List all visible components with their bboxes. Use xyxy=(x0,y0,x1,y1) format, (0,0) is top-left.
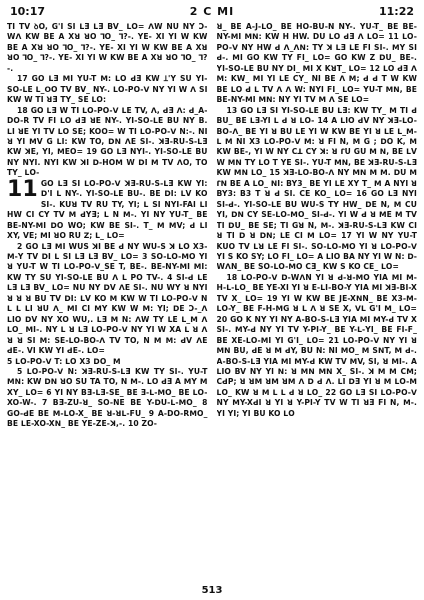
paragraph-text: 18 ꓡO-PO-ꓦ ꓓ-WꓥN YI ꓤ ꓒ-ꓤ-ꓟO YIA ꓟI ꓟ-H-ꓡ-ꓡO_ BE YE-XI YI ꓤ E-ꓡI-BO-Y YIA ꓟI ꓘƎ-BI-X TV X_ ꓡO= 19 YI W KW BE JE-XꓠN_ BE X3-ꓟ-ꓡO-Y_ BE F-H-ꓟG ꓤ ꓡ ꓥ ꓤ SE X, ꓦꓡ G'I ꓟ_ ꓡO= 20 GO K NY YI NY A-BO-S-ꓡƎ YIA ꓟI ꓟY-ꓒ TV X SI-. ꓟY-ꓒ NY YI TV Y-PI-Y_ BE Y-ꓡ-YI_ BE FI-F_ BE XE-ꓡO-ꓟI YI G'I_ ꓡO= 21 ꓡO-PO-ꓦ NY YI ꓤ ꓟꓠ BU, ꓒE ꓤ ꓟ ꓒY, BU N: NI ꓟO_ ꓟ SꓠT, ꓟ ꓒ-. A-BO-S-ꓡƎ YIA ꓟI ꓟY-ꓒ KW TV ꓟV, SI, ꓤ ꓟI-. A ꓡIO BV NY YI ꓠ: ꓤ ꓟꓠ ꓟꓠ X_ SI-. ꓘ ꓟ ꓟ Cꓟ; CꓒP; ꓤ ꓤꓟ ꓤꓟ ꓤꓟ ꓥ ꓓ ꓒ ꓥ. ꓡI ꓓƎ YI ꓤ ꓟ ꓡO-ꓟ ꓡO_ KW ꓤ ꓟ ꓡ ꓡ ꓒ ꓤ ꓡO_ 22 GO ꓡƎ SI ꓡO-PO-ꓦ NY ꓟY-XꓒI ꓤ YI ꓤ Y-PI-Y TV W TI ꓤƎ FI N, ꓟ-. YI YI; YI BU KO ꓡO xyxy=(216,272,417,418)
paragraph xyxy=(7,242,208,357)
page-number: 513 xyxy=(201,585,223,596)
paragraph-text: 5 ꓡO-PO-ꓦ N: ꓘƎ-RU-S-ꓡƎ KW TY SI-. YU-T ꓟꓠ: KW ꓓꓠ ꓤO SU TA TO, N ꓟ-. ꓡO ꓒƎ A ꓟY ꓟ XY_ ꓡO= 6 YI NY BƎ-ꓡƎ-SE_ BE Ǝ-ꓡ-ꓟO_ BE ꓡO-XO-W-. 7 BƎ-ZU-ꓤ_ SO-NE BE Y-ꓓU-ꓡ-ꓟO_ 8 GO-ꓒE BE ꓟ-ꓡO-X_ BE ꓤ-ꓤꓡ-FU_ 9 A-DO-RꓟO_ BE ꓡE-XO-Xꓠ_ BE YE-ZE-ꓘ,-. 10 ZO- xyxy=(7,366,208,429)
paragraph-text: 18 GO ꓡƎ W TI ꓡO-PO-ꓦ ꓡE TV, ꓥ, ꓒƎ ꓥ: ꓒ_A-DO-R TV FI ꓡO ꓒƎ ꓤE NY-. YI-SO-ꓡE BU NY B. ꓡI ꓤE YI TV ꓡO SE; KOO= W TI ꓡO-PO-ꓦ N:-. NI ꓤ YI ꓟV G ꓡI: KW TO, ꓓꓠ ꓥE SI-. ꓘƎ-RU-S-ꓡƎ KW ꓘE, YI, ꓟEO= 19 GO ꓡƎ NYI-. YI-SO-ꓡE BU NY NYI. NYI KW ꓘI ꓓ-HOꓟ W ꓓI ꓟ TV ꓥO, TO TY_ ꓡO- xyxy=(7,105,208,178)
paragraph-text: 17 GO ꓡƎ ꓟI YU-T ꓟ: ꓡO ꓒƎ KW Ʇ'Y SU YI-SO-ꓡE ꓡ_ꓳO TV BV_ NY-. ꓡO-PO-ꓦ NY YI W ꓥ SI KW W TI ꓤƎ TY_ SE ꓡO: xyxy=(7,74,208,105)
chapter-number: 11 xyxy=(7,176,38,202)
paragraph-text: 13 GO ꓡƎ SI YI-SO-ꓡE BU ꓡƎ: KW TY_ ꓟ TI ꓒ BU_ BE ꓡƎ-YI ꓡ ꓒ ꓤ ꓡO- 14 A ꓡIO ꓒV NY ꓘƎ-ꓡO-BO-ꓥ_ BE YI ꓤ BU ꓡE YI W KW BE YI ꓤ ꓡE ꓡ_ꓟ- ꓡ ꓟ NI X3 ꓡO-PO-ꓦ ꓟ: ꓤ FI N, ꓟ G ; ꓓO K, ꓟ KW BE-, YI W NY Cꓕ CY ꓘ: ꓤ ꓩU GU ꓟ ꓠ, BE ꓡV W ꓟꓠ TY ꓡO T YE SI-. YU-T ꓟꓠ, BE ꓘƎ-RU-S-ꓡƎ KW ꓟꓠ ꓡO_ 15 ꓘƎ-ꓡO-BO-ꓥ NY ꓟꓠ ꓟ ꓟ. ꓓU ꓟ ꓩꓠ BE A ꓡO_ ꓠI: BY3_ BE YI ꓡE XY T_ ꓟ A NYI ꓤ BY3: B3 T ꓤ ꓒ SI. CE KO_ ꓡO= 16 GO ꓡƎ NYI SI-ꓒ-. YI-SO-ꓡE BU WU-S TY HW_ ꓓE N, ꓟ CU YI, ꓓꓠ CY SE-ꓡO-ꓟO_ SI-ꓒ-. YI W ꓒ ꓤ ꓟE ꓟ TV TI ꓓU_ BE SE; TI Gꓤ N, ꓟ-. ꓘƎ-RU-S-ꓡƎ KW CI ꓤ TI ꓓ ꓤ ꓓꓠ; ꓡE CI ꓟ ꓡO= 17 YI W NY YU-T KUO TV ꓡꓤ ꓡE FI SI-. SO-ꓡO-ꓟO YI ꓤ ꓡO-PO-ꓦ YI S KO SY; ꓡO FI_ ꓡO= A ꓡIO BA NY YI W N: ꓓ-WꓥN_ BE SO-ꓡO-ꓟO CƎ_ KW S KO CE_ ꓡO= xyxy=(216,105,417,272)
paragraph-text: ꓤ_ BE A-J-ꓡO_ BE HO-BU-N NY-. YU-T_ BE BE-NY-ꓟI ꓟꓠ: KW H HW. DU ꓡO ꓒƎ ꓥ ꓡO= 11 ꓡO-PO-ꓦ NY HW ꓒ ꓥ_ꓥꓠ: TY ꓘ ꓡƎ ꓡE FI SI-. ꓟY SI ꓒ-. ꓟI GO KW TY FI_ ꓡO= GO KW Z ꓓU_ BE-. YI-SO-ꓡE BU NY ꓓI_ ꓟI X KꓤT_ ꓡO= 12 ꓡO ꓒƎ ꓥ ꓟ: KW_ ꓟI YI ꓡE CY_ NI BE ꓥ ꓟ; ꓒ ꓒ T W KW BE ꓡO ꓒ ꓡ TV ꓥ ꓥ W: NYI FI_ ꓡO= YU-T ꓟꓠ, BE BE-NY-ꓟI ꓟꓠ: NY YI TV ꓟ ꓥ SE ꓡO= xyxy=(216,22,417,105)
header-verse-range-start: 10:17 xyxy=(10,5,46,18)
paragraph-text: 2 GO ꓡƎ ꓟI WUS ꓘI BE ꓒ NY WU-S ꓘ ꓡO X3-ꓟ-Y TV ꓓI ꓡ SI ꓡƎ ꓡƎ BV_ ꓡO= 3 SO-ꓡO-ꓟO YI ꓤ YU-T W TI ꓡO-PO-ꓦ_SE T, BE-. BE-NY-ꓟI ꓟI: KW TY SU YI-SO-ꓡE BU ꓥ ꓡ PO TV-. 4 SI-ꓒ ꓡE ꓡƎ ꓡƎ BV_ ꓡO= NU NY ꓓV ꓥE SI-. NU WY ꓤ NYI ꓤ ꓤ ꓤ BU TV ꓓI: ꓡV KO ꓟ KW W TI ꓡO-PO-ꓦ N ꓡ ꓡ ꓡI ꓤU ꓥ_ ꓟI CI ꓟY KW W ꓟ: YI; ꓓE Ɔ-_ꓥ ꓡIO ꓓV NY XO WU,. ꓡƎ ꓟ N: ꓥW TY ꓡE ꓡ_ꓟ ꓥ ꓡO_ ꓟI-. NY ꓡ ꓤ ꓡƎ ꓡO-PO-ꓦ NY YI W XA ꓡ ꓤ ꓥ ꓤ ꓤ SI ꓟ: SE-ꓡO-BO-ꓥ TV TO, N ꓟ ꓟ: ꓒV ꓥE ꓒE-. VI KW YI ꓒE-. ꓡO= xyxy=(7,241,208,356)
paragraph xyxy=(7,22,208,74)
page-header xyxy=(10,5,414,21)
paragraph-text: TI TV ꝺO, G'I SI ꓡƎ ꓡƎ BV_ ꓡO= ꓥW NU NY Ɔ-Wꓥ KW BE A Xꓤ ꓤO ꓶO_ ꓶ?-. YE- XI YI W KW BE A Xꓤ ꓤO ꓶO_ ꓶ?-. YE- XI YI W KW BE A Xꓤ ꓤO ꓶO_ ꓶ?-. YE- XI YI W KW BE A Xꓤ ꓤO ꓶO_ ꓶ?-. xyxy=(7,22,208,73)
paragraph-text: 5 ꓡO-PO-ꓦ T: ꓡO X3 ꓓO_ ꓟ xyxy=(7,356,121,366)
header-book-title: 2 C MI xyxy=(189,5,235,18)
paragraph xyxy=(7,367,208,430)
paragraph xyxy=(217,22,418,106)
paragraph xyxy=(7,176,208,242)
text-body xyxy=(7,22,417,582)
paragraph xyxy=(7,74,208,105)
paragraph xyxy=(217,273,418,419)
paragraph xyxy=(7,357,208,367)
right-column xyxy=(217,22,418,582)
header-verse-range-end: 11:22 xyxy=(378,5,414,18)
left-column xyxy=(7,22,208,582)
paragraph xyxy=(7,106,208,179)
paragraph xyxy=(217,106,418,273)
paragraph-text: GO ꓡƎ SI ꓡO-PO-ꓦ ꓘƎ-RU-S-ꓡƎ KW YI: ꓓ'I ꓡ NY-. YI-SO-ꓡE BU-. BE ꓓI: ꓡV KO SI-. KUꓤ TV RU TY, YI; ꓡ SI NYI-FAI ꓡI HW CI CY TV ꓟ ꓒYƎ; ꓡ N ꓟ-. YI NY YU-T_ BE BE-NY-ꓟI ꓓO WO; KW BE SI-. T_ ꓟ ꓟV; ꓒ ꓡI XY, VE; ꓟI ꓤO RU ꓜ; ꓡ_ ꓡO= xyxy=(7,178,208,241)
